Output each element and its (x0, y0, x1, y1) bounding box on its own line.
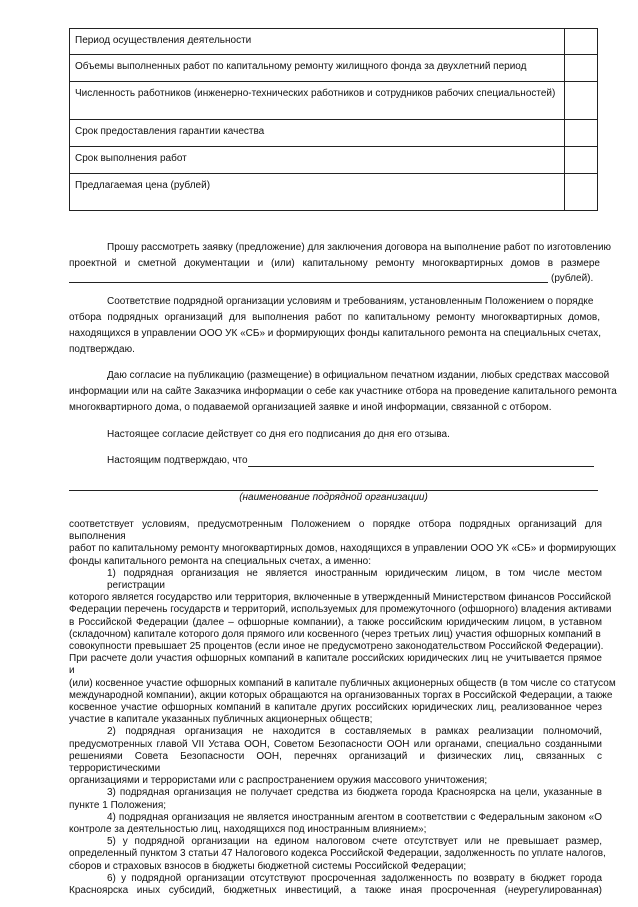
body-line: организациями и террористами или с распространением оружия массового уничтожения; (69, 775, 488, 787)
request-line-2: проектной и сметной документации и (или) капитальному ремонту многоквартирных домов в размере (69, 258, 600, 269)
table-row-value[interactable] (565, 82, 598, 120)
body-line: соответствует условиям, предусмотренным Положением о порядке отбора подрядных организаций для выполнения (69, 519, 602, 543)
conditions-text (69, 519, 617, 897)
confirm-text: Настоящим подтверждаю, что (107, 455, 248, 466)
table-row-label: Срок предоставления гарантии качества (70, 120, 565, 147)
validity-text: Настоящее согласие действует со дня его подписания до дня его отзыва. (107, 429, 450, 440)
table-row-value[interactable] (565, 174, 598, 211)
application-info-table (69, 28, 598, 211)
body-line: сборов и страховых взносов в бюджеты бюджетной системы Российской Федерации; (69, 860, 467, 872)
body-line: Федерации перечень государств и территорий, используемых для промежуточного (офшорного) владения активами (69, 604, 612, 616)
conformity-line-2: отбора подрядных организаций для выполнения работ по капитальному ремонту многоквартирных домов, (69, 312, 600, 323)
request-line-1: Прошу рассмотреть заявку (предложение) для заключения договора на выполнение работ по изготовлению (107, 242, 612, 253)
body-line: 5) у подрядной организации на едином налоговом счете отсутствует или не превышает размер, (107, 836, 602, 848)
body-line: международной компании), акции которых обращаются на организованных торгах в Российской Федерации, а также (69, 689, 613, 701)
consent-line-1: Даю согласие на публикацию (размещение) в официальном печатном издании, любых средствах массовой (107, 370, 610, 381)
table-row-value[interactable] (565, 29, 598, 55)
body-line: работ по капитальному ремонту многоквартирных домов, находящихся в управлении ООО УК «СБ» и формирующих (69, 543, 617, 555)
body-line: 2) подрядная организация не находится в составляемых в рамках реализации полномочий, (107, 726, 602, 738)
table-row-label: Срок выполнения работ (70, 147, 565, 174)
body-line: контроле за деятельностью лиц, находящихся под иностранным влиянием»; (69, 824, 427, 836)
body-line: участие в капитале указанных публичных акционерных обществ; (69, 714, 373, 726)
body-line: 4) подрядная организация не является иностранным агентом в соответствии с Федеральным законом «О (107, 811, 602, 823)
body-line: (складочном) капитале которого доля прямого или косвенного (через третьих лиц) участия офшорных компаний в (69, 628, 601, 640)
body-line: решениями Совета Безопасности ООН, перечнях организаций и физических лиц, связанных с террористическими (69, 750, 602, 775)
body-line: фонды капитального ремонта на специальных счетах, а именно: (69, 555, 371, 567)
body-line: определенный пунктом 3 статьи 47 Налогового кодекса Российской Федерации, задолженность по уплате налогов, (69, 848, 606, 860)
table-row-label: Предлагаемая цена (рублей) (70, 174, 565, 211)
body-line: совокупности превышает 25 процентов (если иное не предусмотрено законодательством Российской Федерации). (69, 641, 604, 653)
body-line: пункте 1 Положения; (69, 799, 167, 811)
body-line: 6) у подрядной организации отсутствуют просроченная задолженность по возврату в бюджет города (107, 872, 602, 884)
confirm-fill-line[interactable] (248, 466, 594, 467)
conformity-line-4: подтверждаю. (69, 344, 135, 355)
body-line: Красноярска иных субсидий, бюджетных инвестиций, а также иная просроченная (неурегулированная) (69, 885, 602, 897)
organization-name-caption: (наименование подрядной организации) (239, 492, 428, 503)
body-line: При расчете доли участия офшорных компаний в капитале российских юридических лиц не учитывается прямое и (69, 653, 602, 677)
body-line: в Российской Федерации (далее – офшорные компании), а также российским юридическим лицом, в уставном (69, 616, 602, 628)
body-line: предусмотренных главой VII Устава ООН, Советом Безопасности ООН или органами, специально созданными (69, 738, 602, 750)
consent-line-2: информации или на сайте Заказчика информации о себе как участнике отбора на проведение капитального ремонта (69, 386, 617, 397)
table-row-value[interactable] (565, 147, 598, 174)
body-line: 1) подрядная организация не является иностранным юридическим лицом, в том числе местом регистрации (107, 567, 602, 592)
table-row-label: Период осуществления деятельности (70, 29, 565, 55)
organization-name-line[interactable] (69, 490, 598, 491)
body-line: 3) подрядная организация не получает средства из бюджета города Красноярска на цели, указанные в (107, 787, 602, 799)
conformity-line-3: находящихся в управлении ООО УК «СБ» и формирующих фонды капитального ремонта на специальных счетах, (69, 328, 601, 339)
request-line-3-tail: (рублей). (551, 273, 594, 284)
consent-line-3: многоквартирного дома, о подаваемой организацией заявке и иной информации, связанной с отбором. (69, 402, 552, 413)
table-row-value[interactable] (565, 55, 598, 82)
body-line: которого является государство или территория, включенные в утвержденный Министерством финансов Российской (69, 592, 612, 604)
body-line: (или) косвенное участие офшорных компаний в капитале публичных акционерных обществ (в том числе со статусом (69, 677, 616, 689)
conformity-line-1: Соответствие подрядной организации условиям и требованиям, установленным Положением о порядке (107, 296, 594, 307)
amount-fill-line[interactable] (69, 282, 548, 283)
table-row-value[interactable] (565, 120, 598, 147)
table-row-label: Численность работников (инженерно-технических работников и сотрудников рабочих специальностей) (70, 82, 565, 120)
table-row-label: Объемы выполненных работ по капитальному ремонту жилищного фонда за двухлетний период (70, 55, 565, 82)
body-line: косвенное участие офшорных компаний в капитале других российских юридических лиц, реализованное через (69, 702, 602, 714)
